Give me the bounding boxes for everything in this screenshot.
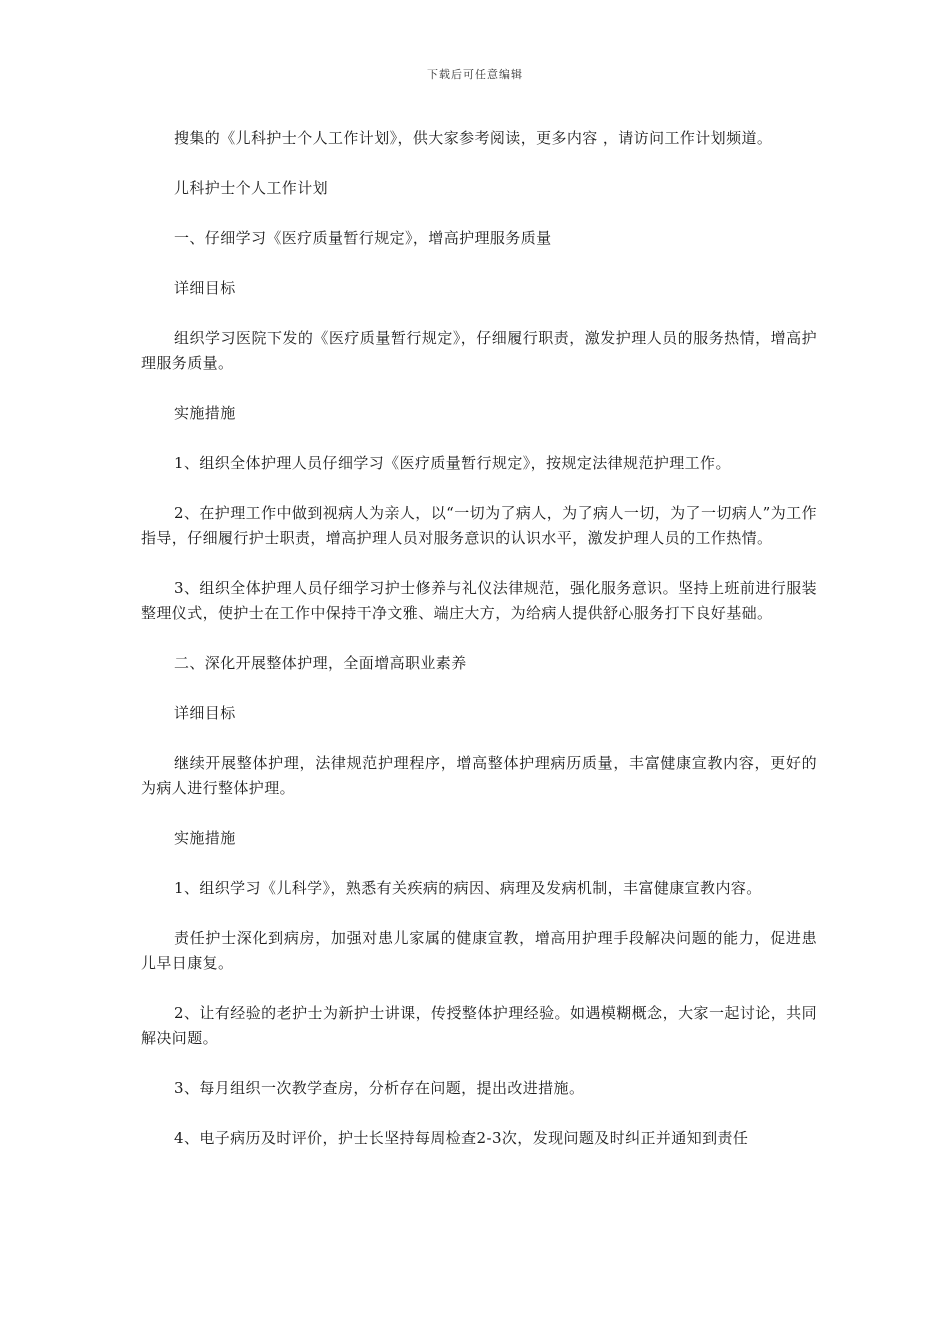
subheading-measures-1: 实施措施 <box>174 404 236 422</box>
subheading-goal-1: 详细目标 <box>174 279 236 297</box>
subheading-goal-2: 详细目标 <box>174 704 236 722</box>
measure-item: 3、组织全体护理人员仔细学习护士修养与礼仪法律规范，强化服务意识。坚持上班前进行服装整理仪式，使护士在工作中保持干净文雅、端庄大方，为给病人提供舒心服务打下良好基础。 <box>141 579 817 622</box>
measure-item: 2、让有经验的老护士为新护士讲课，传授整体护理经验。如遇模糊概念，大家一起讨论，共同解决问题。 <box>141 1004 817 1047</box>
measure-item: 2、在护理工作中做到视病人为亲人，以“一切为了病人，为了病人一切，为了一切病人”为工作指导，仔细履行护士职责，增高护理人员对服务意识的认识水平，激发护理人员的工作热情。 <box>141 504 817 547</box>
page-header: 下载后可任意编辑 <box>427 68 523 81</box>
goal-paragraph-1: 组织学习医院下发的《医疗质量暂行规定》，仔细履行职责，激发护理人员的服务热情，增高护理服务质量。 <box>141 329 817 372</box>
subheading-measures-2: 实施措施 <box>174 829 236 847</box>
section-heading-2: 二、深化开展整体护理，全面增高职业素养 <box>174 654 467 672</box>
measure-item: 3、每月组织一次教学查房，分析存在问题，提出改进措施。 <box>174 1079 585 1097</box>
document-title: 儿科护士个人工作计划 <box>174 179 329 197</box>
section-heading-1: 一、仔细学习《医疗质量暂行规定》，增高护理服务质量 <box>174 229 552 247</box>
intro-paragraph: 搜集的《儿科护士个人工作计划》，供大家参考阅读，更多内容 ，请访问工作计划频道。 <box>174 129 773 147</box>
measure-item: 4、电子病历及时评价，护士长坚持每周检查2-3次，发现问题及时纠正并通知到责任 <box>174 1129 749 1147</box>
document-body <box>141 126 817 1151</box>
measure-item: 1、组织全体护理人员仔细学习《医疗质量暂行规定》，按规定法律规范护理工作。 <box>174 454 731 472</box>
measure-item: 1、组织学习《儿科学》，熟悉有关疾病的病因、病理及发病机制，丰富健康宣教内容。 <box>174 879 762 897</box>
measure-item: 责任护士深化到病房，加强对患儿家属的健康宣教，增高用护理手段解决问题的能力，促进患儿早日康复。 <box>141 929 817 972</box>
goal-paragraph-2: 继续开展整体护理，法律规范护理程序，增高整体护理病历质量，丰富健康宣教内容，更好的为病人进行整体护理。 <box>141 754 817 797</box>
